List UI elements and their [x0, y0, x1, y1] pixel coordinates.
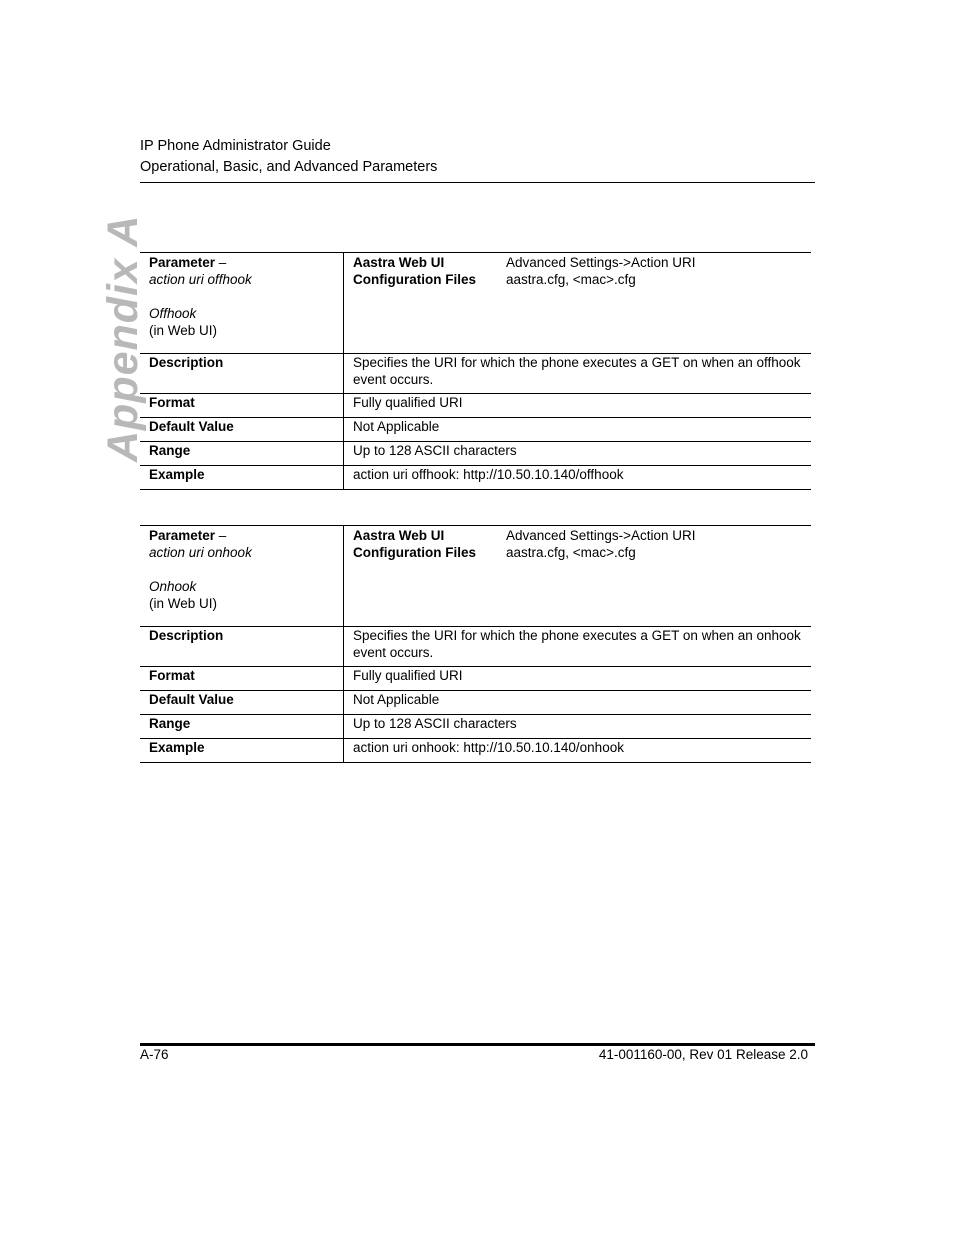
parameter-label: Parameter: [149, 528, 216, 543]
row-label: Range: [140, 442, 344, 466]
row-value: Not Applicable: [344, 418, 812, 442]
row-label: Default Value: [140, 418, 344, 442]
config-files-value: aastra.cfg, <mac>.cfg: [506, 272, 636, 287]
row-label: Range: [140, 715, 344, 739]
row-label: Description: [140, 354, 344, 394]
row-value: Fully qualified URI: [344, 667, 812, 691]
header-subtitle: Operational, Basic, and Advanced Parameters: [140, 159, 438, 175]
row-value: action uri offhook: http://10.50.10.140/offhook: [344, 466, 812, 490]
page-header: [140, 136, 437, 178]
web-ui-value: Advanced Settings->Action URI: [506, 255, 696, 270]
config-files-label: Configuration Files: [353, 545, 476, 560]
web-ui-note: (in Web UI): [149, 323, 218, 338]
row-value: action uri onhook: http://10.50.10.140/onhook: [344, 739, 812, 763]
row-label: Format: [140, 394, 344, 418]
location-cell: [344, 253, 812, 354]
page-number: A-76: [140, 1047, 169, 1062]
appendix-side-label: Appendix A: [99, 214, 147, 462]
header-title: IP Phone Administrator Guide: [140, 138, 331, 154]
parameter-table-onhook: [140, 525, 811, 763]
row-value: Specifies the URI for which the phone executes a GET on when an onhook event occurs.: [344, 627, 812, 667]
parameter-label: Parameter: [149, 255, 216, 270]
web-ui-note: (in Web UI): [149, 596, 218, 611]
config-files-value: aastra.cfg, <mac>.cfg: [506, 545, 636, 560]
row-value: Not Applicable: [344, 691, 812, 715]
location-cell: [344, 526, 812, 627]
row-value: Fully qualified URI: [344, 394, 812, 418]
web-ui-name: Onhook: [149, 579, 197, 594]
web-ui-label: Aastra Web UI: [353, 255, 445, 270]
parameter-name: action uri onhook: [149, 545, 252, 560]
parameter-cell: Parameter – action uri offhook Offhook (in Web UI): [140, 253, 344, 354]
parameter-cell: Parameter – action uri onhook Onhook (in Web UI): [140, 526, 344, 627]
footer-divider: [140, 1043, 815, 1046]
row-label: Format: [140, 667, 344, 691]
header-divider: [140, 182, 815, 183]
row-value: Specifies the URI for which the phone executes a GET on when an offhook event occurs.: [344, 354, 812, 394]
row-value: Up to 128 ASCII characters: [344, 715, 812, 739]
row-label: Description: [140, 627, 344, 667]
web-ui-name: Offhook: [149, 306, 197, 321]
row-label: Example: [140, 466, 344, 490]
row-value: Up to 128 ASCII characters: [344, 442, 812, 466]
web-ui-value: Advanced Settings->Action URI: [506, 528, 696, 543]
parameter-table-offhook: [140, 252, 811, 490]
web-ui-label: Aastra Web UI: [353, 528, 445, 543]
parameter-name: action uri offhook: [149, 272, 252, 287]
row-label: Example: [140, 739, 344, 763]
row-label: Default Value: [140, 691, 344, 715]
config-files-label: Configuration Files: [353, 272, 476, 287]
document-id: 41-001160-00, Rev 01 Release 2.0: [598, 1047, 808, 1062]
